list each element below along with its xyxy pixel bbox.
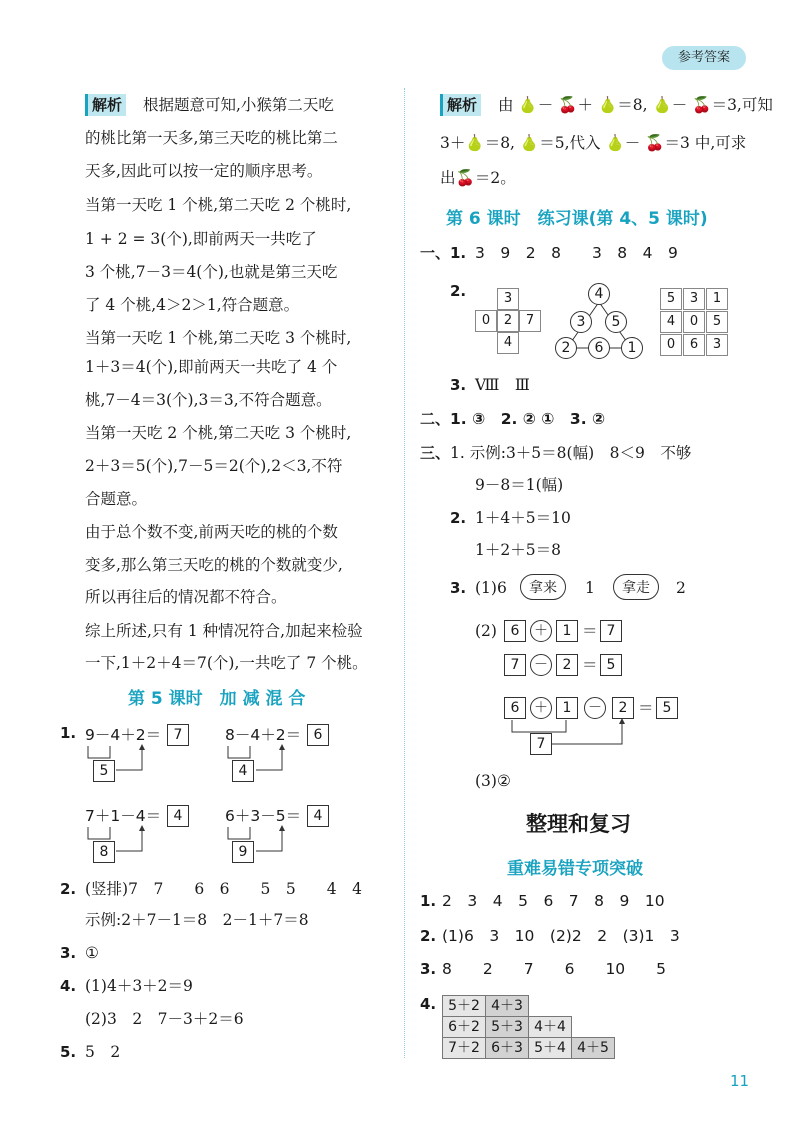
lesson5-title: 第 5 课时 加 减 混 合 xyxy=(128,689,306,709)
eq1-eq: ＝ xyxy=(582,622,598,640)
q1b-arrows xyxy=(220,744,300,774)
pear-icon: 🍐 xyxy=(465,134,485,152)
s3-q1-answer-b: 9－8＝1(幅) xyxy=(475,476,564,494)
q1a-expr: 9－4＋2＝ xyxy=(85,726,162,744)
analysis-text: 了 4 个桃,4＞2＞1,符合题意。 xyxy=(85,296,300,314)
s3-q3-label: 3. xyxy=(450,579,467,597)
r1-answer: 2 3 4 5 6 7 8 9 10 xyxy=(442,892,665,910)
review-title: 整理和复习 xyxy=(526,812,631,836)
eq3-c: 2 xyxy=(612,697,634,719)
cherry-icon: 🍒 xyxy=(645,134,665,152)
triangle-top: 4 xyxy=(588,283,610,305)
q1c-expr: 7＋1－4＝ xyxy=(85,807,162,825)
eq2-a: 7 xyxy=(504,654,526,676)
q1b-expr: 8－4＋2＝ xyxy=(225,726,302,744)
eq3-a: 6 xyxy=(504,697,526,719)
s1-q1-label: 1. xyxy=(450,244,467,262)
s3-q3-num2: 2 xyxy=(676,579,686,597)
column-divider xyxy=(404,88,405,1058)
r3-label: 3. xyxy=(420,960,437,978)
analysis-text: 由于总个数不变,前两天吃的桃的个数 xyxy=(85,523,338,541)
q1b-mid-box: 4 xyxy=(232,760,254,782)
eq1-c: 7 xyxy=(600,620,622,642)
grid-cell: 6 xyxy=(683,334,705,356)
analysis-text: 所以再往后的情况都不符合。 xyxy=(85,588,287,606)
grid-cell: 5 xyxy=(660,288,682,310)
s3-q3-num: 1 xyxy=(585,579,595,597)
q5-answer: 5 2 xyxy=(85,1043,121,1061)
lesson6-title: 第 6 课时 练习课(第 4、5 课时) xyxy=(446,209,708,229)
eq2-c: 5 xyxy=(600,654,622,676)
left-analysis-line: 解析 根据题意可知,小猴第二天吃 xyxy=(85,94,334,116)
r3-answer: 8 2 7 6 10 5 xyxy=(442,960,667,978)
q1b-answer-box: 6 xyxy=(307,724,329,746)
triangle-bottom-right: 1 xyxy=(621,337,643,359)
eq1-op: ＋ xyxy=(530,620,552,642)
q1a-mid-box: 5 xyxy=(93,760,115,782)
s3-q1-answer: 1. 示例:3＋5＝8(幅) 8＜9 不够 xyxy=(450,444,692,462)
s1-q3-label: 3. xyxy=(450,376,467,394)
analysis-label: 解析 xyxy=(440,94,481,116)
q5-label: 5. xyxy=(60,1043,77,1061)
q4-answer-1: (1)4＋3＋2＝9 xyxy=(85,977,193,995)
right-analysis-line2: 3＋🍐＝8, 🍐＝5,代入 🍐－ 🍒＝3 中,可求 xyxy=(440,134,747,152)
q1a-arrows xyxy=(80,744,160,774)
eq1-a: 6 xyxy=(504,620,526,642)
analysis-text: 3 个桃,7－3＝4(个),也就是第三天吃 xyxy=(85,263,338,281)
q3-label: 3. xyxy=(60,944,77,962)
right-analysis-line3: 出🍒＝2。 xyxy=(440,169,516,187)
q2-example: 示例:2＋7－1＝8 2－1＋7＝8 xyxy=(85,911,309,929)
pear-icon: 🍐 xyxy=(518,96,538,114)
eq3-op1: ＋ xyxy=(530,697,552,719)
cross-bottom: 4 xyxy=(497,332,519,354)
q1c-mid-box: 8 xyxy=(93,841,115,863)
take-in-oval: 拿来 xyxy=(520,574,566,600)
cherry-icon: 🍒 xyxy=(692,96,712,114)
grid-cell: 1 xyxy=(706,288,728,310)
grid-cell: 4 xyxy=(660,311,682,333)
s3-q2-answer-b: 1＋2＋5＝8 xyxy=(475,541,561,559)
analysis-text: 1＋3＝4(个),即前两天一共吃了 4 个 xyxy=(85,358,338,376)
grid-cell: 0 xyxy=(660,334,682,356)
s2-answers: 1. ③ 2. ② ① 3. ② xyxy=(450,410,606,428)
eq3-b: 1 xyxy=(556,697,578,719)
focus-title: 重难易错专项突破 xyxy=(507,859,643,879)
analysis-text: 当第一天吃 2 个桃,第二天吃 3 个桃时, xyxy=(85,424,352,442)
eq3-op2: － xyxy=(584,697,606,719)
cross-center: 2 xyxy=(497,310,519,332)
q4-label: 4. xyxy=(60,977,77,995)
pear-icon: 🍐 xyxy=(597,96,618,114)
s3-q2-answer-a: 1＋4＋5＝10 xyxy=(475,509,571,527)
cross-left: 0 xyxy=(475,310,497,332)
eq3-d: 5 xyxy=(656,697,678,719)
eq2-b: 2 xyxy=(556,654,578,676)
grid-cell: 3 xyxy=(706,334,728,356)
q2-label: 2. xyxy=(60,880,77,898)
eq2-op: － xyxy=(530,654,552,676)
r4-cell: 6＋2 xyxy=(442,1016,486,1038)
s3-q3-part1: (1)6 xyxy=(475,579,507,597)
analysis-text: 当第一天吃 1 个桃,第二天吃 2 个桃时, xyxy=(85,196,352,214)
triangle-mid-right: 5 xyxy=(605,311,627,333)
q1c-arrows xyxy=(80,825,160,855)
analysis-text: 1 + 2 = 3(个),即前两天一共吃了 xyxy=(85,230,317,248)
eq1-b: 1 xyxy=(556,620,578,642)
cherry-icon: 🍒 xyxy=(455,169,475,187)
r4-cell: 5＋4 xyxy=(528,1037,572,1059)
q1d-mid-box: 9 xyxy=(232,841,254,863)
grid-cell: 5 xyxy=(706,311,728,333)
grid-cell: 0 xyxy=(683,311,705,333)
s3-q3-part2-label: (2) xyxy=(475,622,497,640)
eq2-eq: ＝ xyxy=(582,656,598,674)
eq3-mid-box: 7 xyxy=(530,733,552,755)
right-analysis-line: 解析 由 🍐－ 🍒＋ 🍐＝8, 🍐－ 🍒＝3,可知 xyxy=(440,94,773,116)
q1a-answer-box: 7 xyxy=(167,724,189,746)
q1d-arrows xyxy=(220,825,300,855)
s3-q2-label: 2. xyxy=(450,509,467,527)
analysis-text: 天多,因此可以按一定的顺序思考。 xyxy=(85,162,323,180)
take-away-oval: 拿走 xyxy=(613,574,659,600)
analysis-text: 合题意。 xyxy=(85,490,148,508)
r4-cell: 7＋2 xyxy=(442,1037,486,1059)
answer-section-tag: 参考答案 xyxy=(662,46,746,70)
section1-label: 一、 xyxy=(420,244,451,262)
analysis-text: 一下,1＋2＋4＝7(个),一共吃了 7 个桃。 xyxy=(85,654,368,672)
eq3-arrows xyxy=(500,718,640,758)
s1-q3-answer: Ⅷ Ⅲ xyxy=(475,376,530,394)
section2-label: 二、 xyxy=(420,410,451,428)
grid-cell: 3 xyxy=(683,288,705,310)
r4-label: 4. xyxy=(420,995,437,1013)
page-number: 11 xyxy=(730,1072,750,1090)
analysis-text: 桃,7－4＝3(个),3＝3,不符合题意。 xyxy=(85,391,332,409)
triangle-mid-left: 3 xyxy=(570,311,592,333)
pear-icon: 🍐 xyxy=(605,134,625,152)
r4-cell: 5＋2 xyxy=(442,995,486,1017)
pear-icon: 🍐 xyxy=(652,96,672,114)
analysis-text: 综上所述,只有 1 种情况符合,加起来检验 xyxy=(85,622,363,640)
analysis-text: 2＋3＝5(个),7－5＝2(个),2＜3,不符 xyxy=(85,457,343,475)
q1d-answer-box: 4 xyxy=(307,805,329,827)
r4-cell: 4＋5 xyxy=(571,1037,615,1059)
s3-q3-part3: (3)② xyxy=(475,772,511,790)
s1-q2-label: 2. xyxy=(450,282,467,300)
r4-cell: 5＋3 xyxy=(485,1016,529,1038)
q4-answer-2: (2)3 2 7－3＋2＝6 xyxy=(85,1010,244,1028)
triangle-bottom-left: 2 xyxy=(555,337,577,359)
r4-cell: 6＋3 xyxy=(485,1037,529,1059)
cross-right: 7 xyxy=(519,310,541,332)
cherry-icon: 🍒 xyxy=(558,96,578,114)
q2-answer: (竖排)7 7 6 6 5 5 4 4 xyxy=(85,880,362,898)
triangle-bottom-mid: 6 xyxy=(588,337,610,359)
r4-cell: 4＋4 xyxy=(528,1016,572,1038)
analysis-text: 的桃比第一天多,第三天吃的桃比第二 xyxy=(85,129,338,147)
eq3-eq: ＝ xyxy=(638,699,654,717)
analysis-text: 变多,那么第三天吃的桃的个数就变少, xyxy=(85,556,343,574)
r1-label: 1. xyxy=(420,892,437,910)
s1-q1-answer: 3 9 2 8 3 8 4 9 xyxy=(475,244,678,262)
q1-label: 1. xyxy=(60,724,77,742)
q1c-answer-box: 4 xyxy=(167,805,189,827)
r2-label: 2. xyxy=(420,927,437,945)
analysis-text: 当第一天吃 1 个桃,第二天吃 3 个桃时, xyxy=(85,329,352,347)
r2-answer: (1)6 3 10 (2)2 2 (3)1 3 xyxy=(442,927,680,945)
cross-top: 3 xyxy=(497,288,519,310)
analysis-label: 解析 xyxy=(85,94,126,116)
pear-icon: 🍐 xyxy=(519,134,540,152)
r4-cell: 4＋3 xyxy=(485,995,529,1017)
section3-label: 三、 xyxy=(420,444,451,462)
q1d-expr: 6＋3－5＝ xyxy=(225,807,302,825)
q3-answer: ① xyxy=(85,944,99,962)
